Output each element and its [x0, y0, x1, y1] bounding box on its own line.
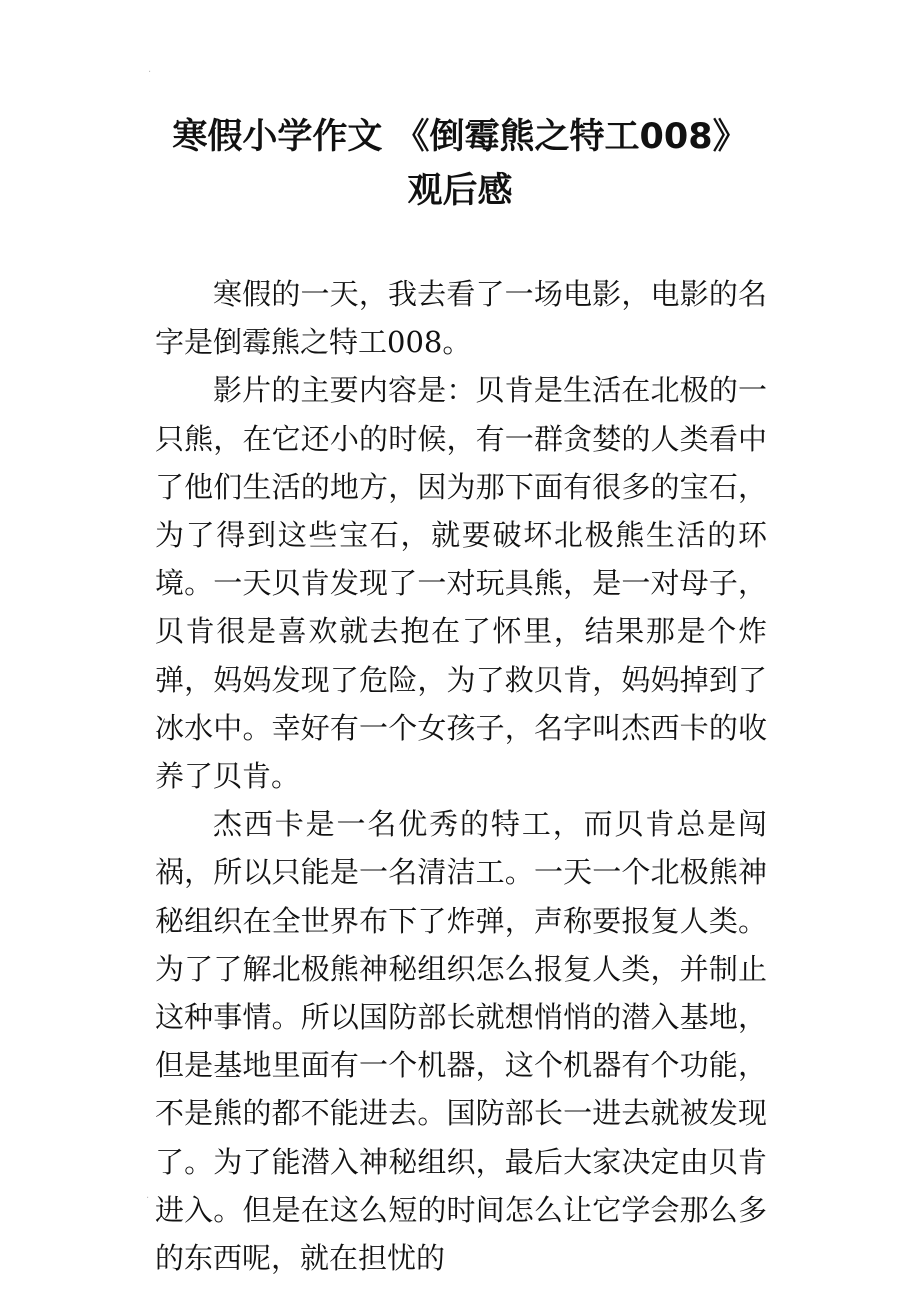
corner-mark-top: .	[148, 64, 152, 75]
document-title	[80, 110, 840, 218]
paragraph-3: 杰西卡是一名优秀的特工，而贝肯总是闯祸，所以只能是一名清洁工。一天一个北极熊神秘组织在全世界布下了炸弹，声称要报复人类。为了了解北极熊神秘组织怎么报复人类，并制止这种事情。所以国防部长就想悄悄的潜入基地，但是基地里面有一个机器，这个机器有个功能，不是熊的都不能进去。国防部长一进去就被发现了。为了能潜入神秘组织，最后大家决定由贝肯进入。但是在这么短的时间怎么让它学会那么多的东西呢，就在担忧的	[155, 807, 767, 1276]
title-line-2: 观后感	[407, 171, 513, 211]
paragraph-2: 影片的主要内容是：贝肯是生活在北极的一只熊，在它还小的时候，有一群贪婪的人类看中了他们生活的地方，因为那下面有很多的宝石，为了得到这些宝石，就要破坏北极熊生活的环境。一天贝肯发现了一对玩具熊，是一对母子，贝肯很是喜欢就去抱在了怀里，结果那是个炸弹，妈妈发现了危险，为了救贝肯，妈妈掉到了冰水中。幸好有一个女孩子，名字叫杰西卡的收养了贝肯。	[155, 373, 767, 794]
title-line-1: 寒假小学作文 《倒霉熊之特工008》	[172, 117, 748, 157]
document-body	[155, 270, 767, 1282]
corner-mark-bottom: .	[146, 1190, 150, 1201]
paragraph-1: 寒假的一天，我去看了一场电影，电影的名字是倒霉熊之特工008。	[155, 277, 767, 360]
